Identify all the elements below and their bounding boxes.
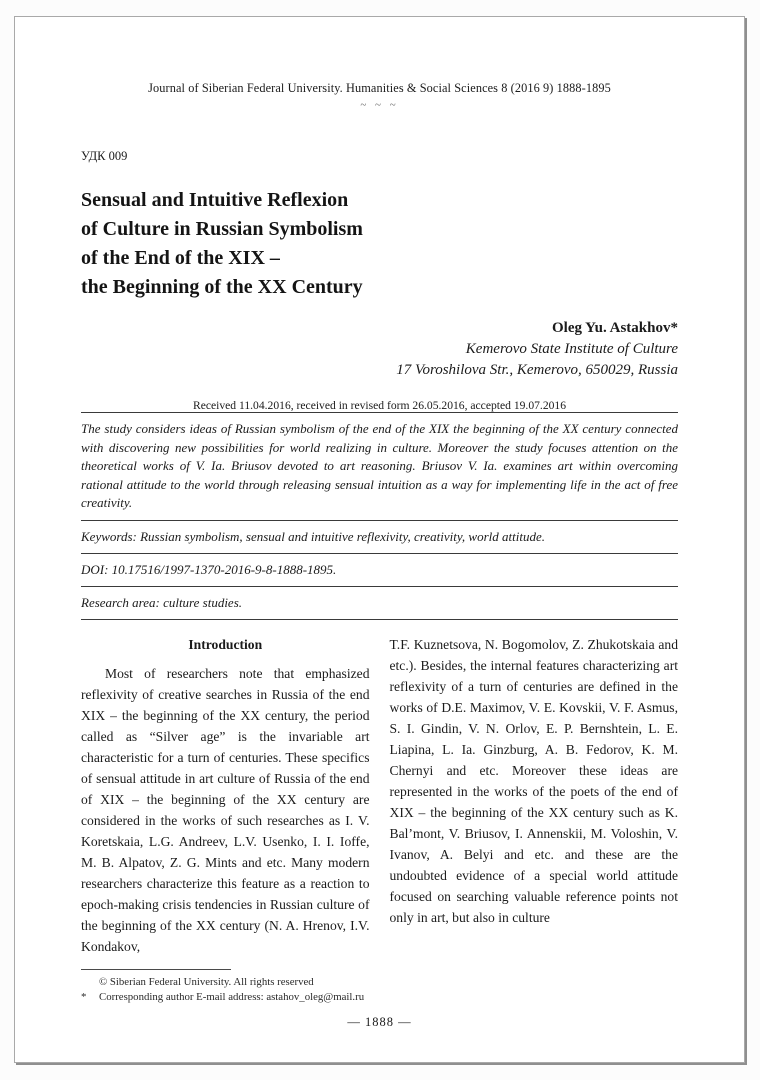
author-block [81, 318, 678, 381]
page-border [14, 16, 745, 1063]
corresponding-author-text: Corresponding author E-mail address: astahov_oleg@mail.ru [99, 990, 365, 1003]
body-column-right [390, 634, 679, 957]
footnotes [81, 975, 678, 1005]
body-columns [81, 634, 678, 957]
tilde-decoration: ~ ~ ~ [360, 99, 399, 111]
section-heading-introduction: Introduction [188, 636, 263, 652]
footnote-divider [81, 969, 231, 970]
body-paragraph: T.F. Kuznetsova, N. Bogomolov, Z. Zhukotskaia and etc.). Besides, the internal features characterizing art reflexivity of a turn of centuries are defined in the works of D.E. Maximov, V. E. Kovskii, V. F. Asmus, S. I. Gindin, V. N. Orlov, E. P. Bernshtein, L. E. Liapina, L. Ia. Ginzburg, A. B. Fedorov, K. M. Chernyi and etc. Moreover these ideas are represented in the works of the poets of the end of XIX – the beginning of the XX century such as K. Bal’mont, V. Briusov, I. Annenskii, M. Voloshin, V. Ivanov, A. Belyi and etc. and these are the undoubted evidence of a special world attitude focused on searching valuable reference points not only in art, but also in culture [389, 636, 678, 925]
udc-label: УДК 009 [81, 149, 128, 163]
abstract-text: The study considers ideas of Russian symbolism of the end of the XIX the beginning of the XX century connected with discovering new possibilities for world realizing in culture. Moreover the study focuses attention on the theoretical works of V. Ia. Briusov devoted to art reasoning. Briusov V. Ia. examines art within overcoming rational attitude to the world through releasing sensual intuition as a way for implementing life in the act of free creativity. [81, 421, 678, 511]
page-content [15, 17, 744, 1030]
footnote-asterisk: * [81, 990, 87, 1003]
body-paragraph: Most of researchers note that emphasized reflexivity of creative searches in Russia of the end XIX – the beginning of the XX century, the period called as “Silver age” is the invariable art characteristic for a turn of centuries. These specifics of sensual attitude in art culture of Russia of the end of XIX – the beginning of the XX century are considered in the works of such researches as I. V. Koretskaia, L.G. Andreev, L.V. Usenko, I. I. Ioffe, M. B. Alpatov, Z. G. Mints and etc. Many modern researchers characterize this feature as a reaction to epoch-making crisis tendencies in Russian culture of the beginning of the XX century (N. A. Hrenov, I.V. Kondakov, [81, 665, 370, 954]
research-area-line: Research area: culture studies. [81, 594, 243, 610]
corresponding-author-note [81, 990, 678, 1005]
copyright-note: © Siberian Federal University. All rights reserved [99, 975, 314, 988]
article-title-line: of Culture in Russian Symbolism [81, 218, 363, 240]
journal-header: Journal of Siberian Federal University. Humanities & Social Sciences 8 (2016 9) 1888-1895 [148, 81, 611, 95]
author-name: Oleg Yu. Astakhov* [551, 320, 678, 336]
keywords-line: Keywords: Russian symbolism, sensual and intuitive reflexivity, creativity, world attitude. [81, 528, 545, 544]
article-title-line: Sensual and Intuitive Reflexion [81, 189, 349, 211]
author-affiliation: Kemerovo State Institute of Culture [465, 341, 678, 357]
divider [81, 619, 678, 620]
body-column-left [81, 634, 370, 957]
author-address: 17 Voroshilova Str., Kemerovo, 650029, Russia [396, 362, 678, 378]
received-dates: Received 11.04.2016, received in revised form 26.05.2016, accepted 19.07.2016 [192, 399, 567, 412]
doi-line: DOI: 10.17516/1997-1370-2016-9-8-1888-1895. [81, 561, 337, 577]
article-title [81, 186, 678, 302]
page-number: — 1888 — [347, 1014, 412, 1029]
article-title-line: of the End of the XIX – [81, 247, 280, 269]
article-title-line: the Beginning of the XX Century [81, 276, 363, 298]
